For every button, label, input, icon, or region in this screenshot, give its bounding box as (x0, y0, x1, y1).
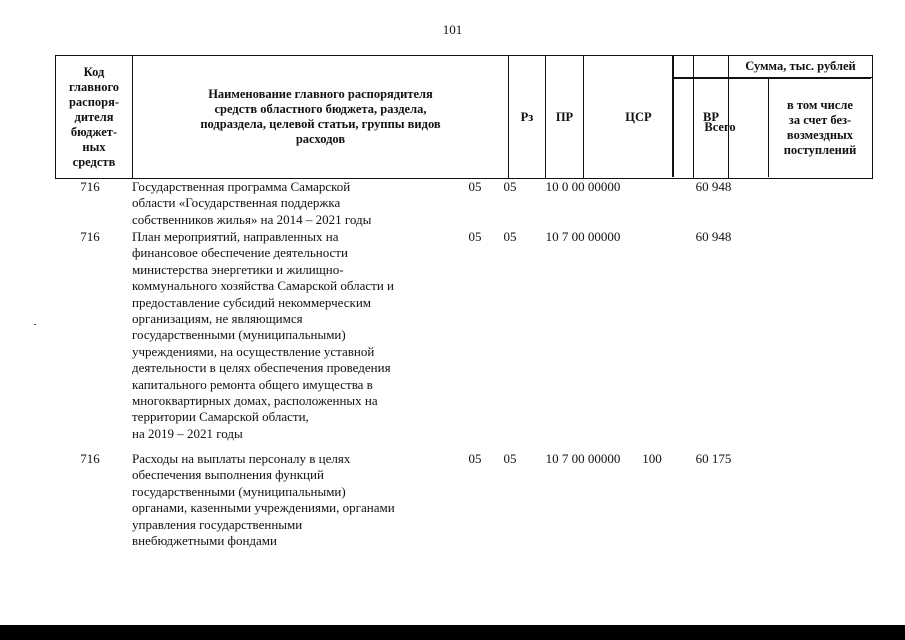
row-csr: 10 0 00 00000 (545, 179, 621, 194)
header-free-line: поступлений (783, 142, 857, 157)
header-code-line: распоря- (68, 94, 120, 109)
row-pr: 05 (503, 179, 517, 194)
header-csr: ЦСР (584, 56, 694, 178)
header-code (56, 56, 133, 178)
header-sum-divider (672, 55, 674, 177)
row-name-line: государственными (муниципальными) (132, 327, 346, 343)
row-name-line: деятельности в целях обеспечения проведения (132, 360, 391, 376)
row-name-line: области «Государственная поддержка (132, 195, 341, 211)
row-name-line: внебюджетными фондами (132, 533, 277, 549)
row-rz: 05 (468, 451, 482, 466)
header-sum-free (769, 78, 871, 177)
row-name-line: территории Самарской области, (132, 409, 309, 425)
row-name-line: коммунального хозяйства Самарской области и (132, 278, 394, 294)
row-csr: 10 7 00 00000 (545, 229, 621, 244)
header-code-line: дителя (74, 109, 114, 124)
header-name-line: Наименование главного распорядителя (208, 87, 433, 101)
header-code-line: главного (68, 79, 120, 94)
row-name (132, 229, 452, 442)
row-name-line: государственными (муниципальными) (132, 483, 346, 499)
row-name-line: органами, казенными учреждениями, органами (132, 500, 395, 516)
header-vr: ВР (694, 56, 729, 178)
row-name-line: Расходы на выплаты персоналу в целях (132, 451, 351, 466)
row-code: 716 (80, 179, 100, 194)
row-name-line: на 2019 – 2021 годы (132, 425, 243, 441)
row-csr: 10 7 00 00000 (545, 451, 621, 466)
row-code: 716 (80, 229, 100, 244)
table-row (55, 179, 871, 229)
page-number: 101 (442, 22, 463, 37)
row-name-line: собственников жилья» на 2014 – 2021 годы (132, 211, 372, 227)
header-pr: ПР (546, 56, 584, 178)
scan-speck (34, 324, 36, 325)
header-rz: Рз (509, 56, 546, 178)
row-name-line: предоставление субсидий некоммерческим (132, 294, 372, 310)
header-name (133, 56, 509, 178)
table-row (55, 451, 871, 561)
header-sum: Сумма, тыс. рублей (729, 56, 872, 78)
row-name-line: министерства энергетики и жилищно- (132, 261, 344, 277)
row-name-line: План мероприятий, направленных на (132, 229, 339, 244)
header-free-line: за счет без- (788, 112, 852, 127)
row-name-line: капитального ремонта общего имущества в (132, 376, 373, 392)
row-total: 60 948 (695, 179, 732, 194)
header-name-line: расходов (295, 132, 346, 146)
row-name-line: финансовое обеспечение деятельности (132, 245, 348, 261)
header-name-line: подраздела, целевой статьи, группы видов (200, 117, 441, 131)
row-total: 60 175 (695, 451, 732, 466)
row-name-line: учреждениями, на осуществление уставной (132, 343, 375, 359)
row-name-line: обеспечения выполнения функций (132, 467, 324, 483)
row-vr: 100 (642, 451, 662, 466)
header-code-line: ных (82, 139, 106, 154)
row-name-line: Государственная программа Самарской (132, 179, 351, 194)
row-code: 716 (80, 451, 100, 466)
row-rz: 05 (468, 229, 482, 244)
row-pr: 05 (503, 451, 517, 466)
scan-edge-bar (0, 625, 905, 640)
row-name-line: организациям, не являющимся (132, 311, 303, 327)
row-name (132, 179, 452, 228)
header-free-line: в том числе (787, 97, 853, 112)
row-pr: 05 (503, 229, 517, 244)
row-name-line: многоквартирных домах, расположенных на (132, 393, 378, 409)
header-sum-total: Всего (672, 78, 769, 177)
header-free-line: возмездных (786, 127, 854, 142)
row-name (132, 451, 452, 549)
header-sum-hline (672, 77, 871, 79)
header-name-line: средств областного бюджета, раздела, (214, 102, 427, 116)
row-total: 60 948 (695, 229, 732, 244)
header-code-line: Код (83, 64, 105, 79)
row-rz: 05 (468, 179, 482, 194)
header-code-line: бюджет- (70, 124, 118, 139)
row-name-line: управления государственными (132, 516, 303, 532)
header-code-line: средств (72, 154, 116, 169)
table-row (55, 229, 871, 449)
